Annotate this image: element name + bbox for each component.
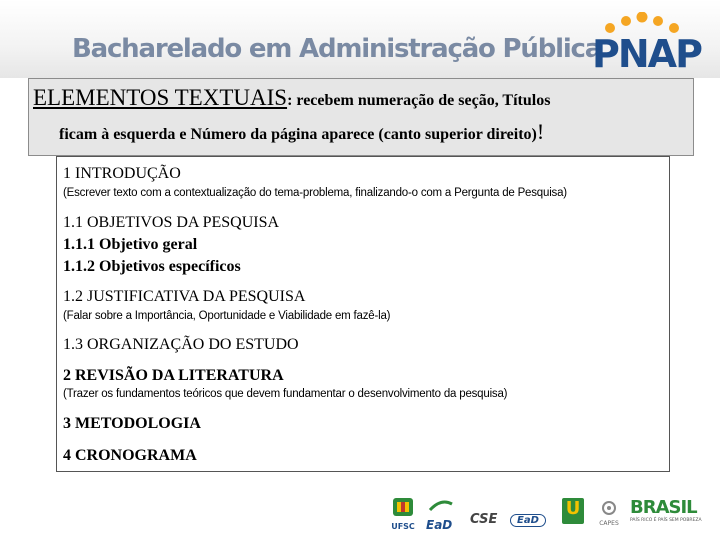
outline-item-objetivos-especificos: 1.1.2 Objetivos específicos xyxy=(63,258,241,275)
ead-logo-1 xyxy=(426,498,458,532)
outline-item-introducao: 1 INTRODUÇÃO xyxy=(63,165,181,182)
outline-item-objetivos: 1.1 OBJETIVOS DA PESQUISA xyxy=(63,214,280,231)
ufsc-crest-icon xyxy=(390,496,416,518)
capes-emblem-icon xyxy=(594,500,624,516)
partner-logos xyxy=(384,496,714,532)
capes-label: CAPES xyxy=(599,520,619,527)
ead-swoosh-icon xyxy=(426,498,456,514)
pnap-logo xyxy=(588,8,701,78)
u-logo xyxy=(562,498,584,524)
ead-logo-2 xyxy=(510,508,546,527)
outline-note-introducao: (Escrever texto com a contextualização do tema-problema, finalizando-o com a Pergunta de Pesquisa) xyxy=(63,187,567,199)
outline-item-organizacao: 1.3 ORGANIZAÇÃO DO ESTUDO xyxy=(63,336,299,353)
heading-line-1 xyxy=(33,85,550,111)
brasil-logo xyxy=(630,498,712,523)
ead-label-1: EaD xyxy=(426,518,453,532)
slide-heading-box xyxy=(28,78,694,156)
ufsc-logo xyxy=(390,496,416,531)
outline-note-revisao: (Trazer os fundamentos teóricos que devem fundamentar o desenvolvimento da pesquisa) xyxy=(63,388,508,400)
header-banner xyxy=(0,0,720,78)
heading-title: ELEMENTOS TEXTUAIS xyxy=(33,85,288,110)
cse-label: CSE xyxy=(470,512,498,527)
logo-text: PNAP xyxy=(592,32,701,76)
ufsc-label: UFSC xyxy=(391,522,415,531)
ead-label-2: EaD xyxy=(510,514,546,527)
capes-logo xyxy=(594,500,624,527)
cse-logo xyxy=(470,508,497,527)
u-label: U xyxy=(565,498,581,519)
outline-item-metodologia: 3 METODOLOGIA xyxy=(63,415,201,432)
heading-line-2-text: ficam à esquerda e Número da página aparece (canto superior direito) xyxy=(59,126,537,143)
outline-item-objetivo-geral: 1.1.1 Objetivo geral xyxy=(63,236,198,253)
brasil-tagline: PAÍS RICO É PAÍS SEM POBREZA xyxy=(630,518,702,523)
program-title: Bacharelado em Administração Pública xyxy=(72,34,602,64)
outline-note-justificativa: (Falar sobre a Importância, Oportunidade e Viabilidade em fazê-la) xyxy=(63,310,391,322)
outline-item-cronograma: 4 CRONOGRAMA xyxy=(63,447,197,464)
outline-item-revisao: 2 REVISÃO DA LITERATURA xyxy=(63,367,284,384)
heading-exclamation: ! xyxy=(536,119,545,144)
outline-item-justificativa: 1.2 JUSTIFICATIVA DA PESQUISA xyxy=(63,288,306,305)
brasil-label: BRASIL xyxy=(630,497,697,518)
heading-line-2 xyxy=(59,119,544,145)
heading-continuation: : recebem numeração de seção, Títulos xyxy=(287,92,551,109)
outline-box xyxy=(56,156,670,472)
